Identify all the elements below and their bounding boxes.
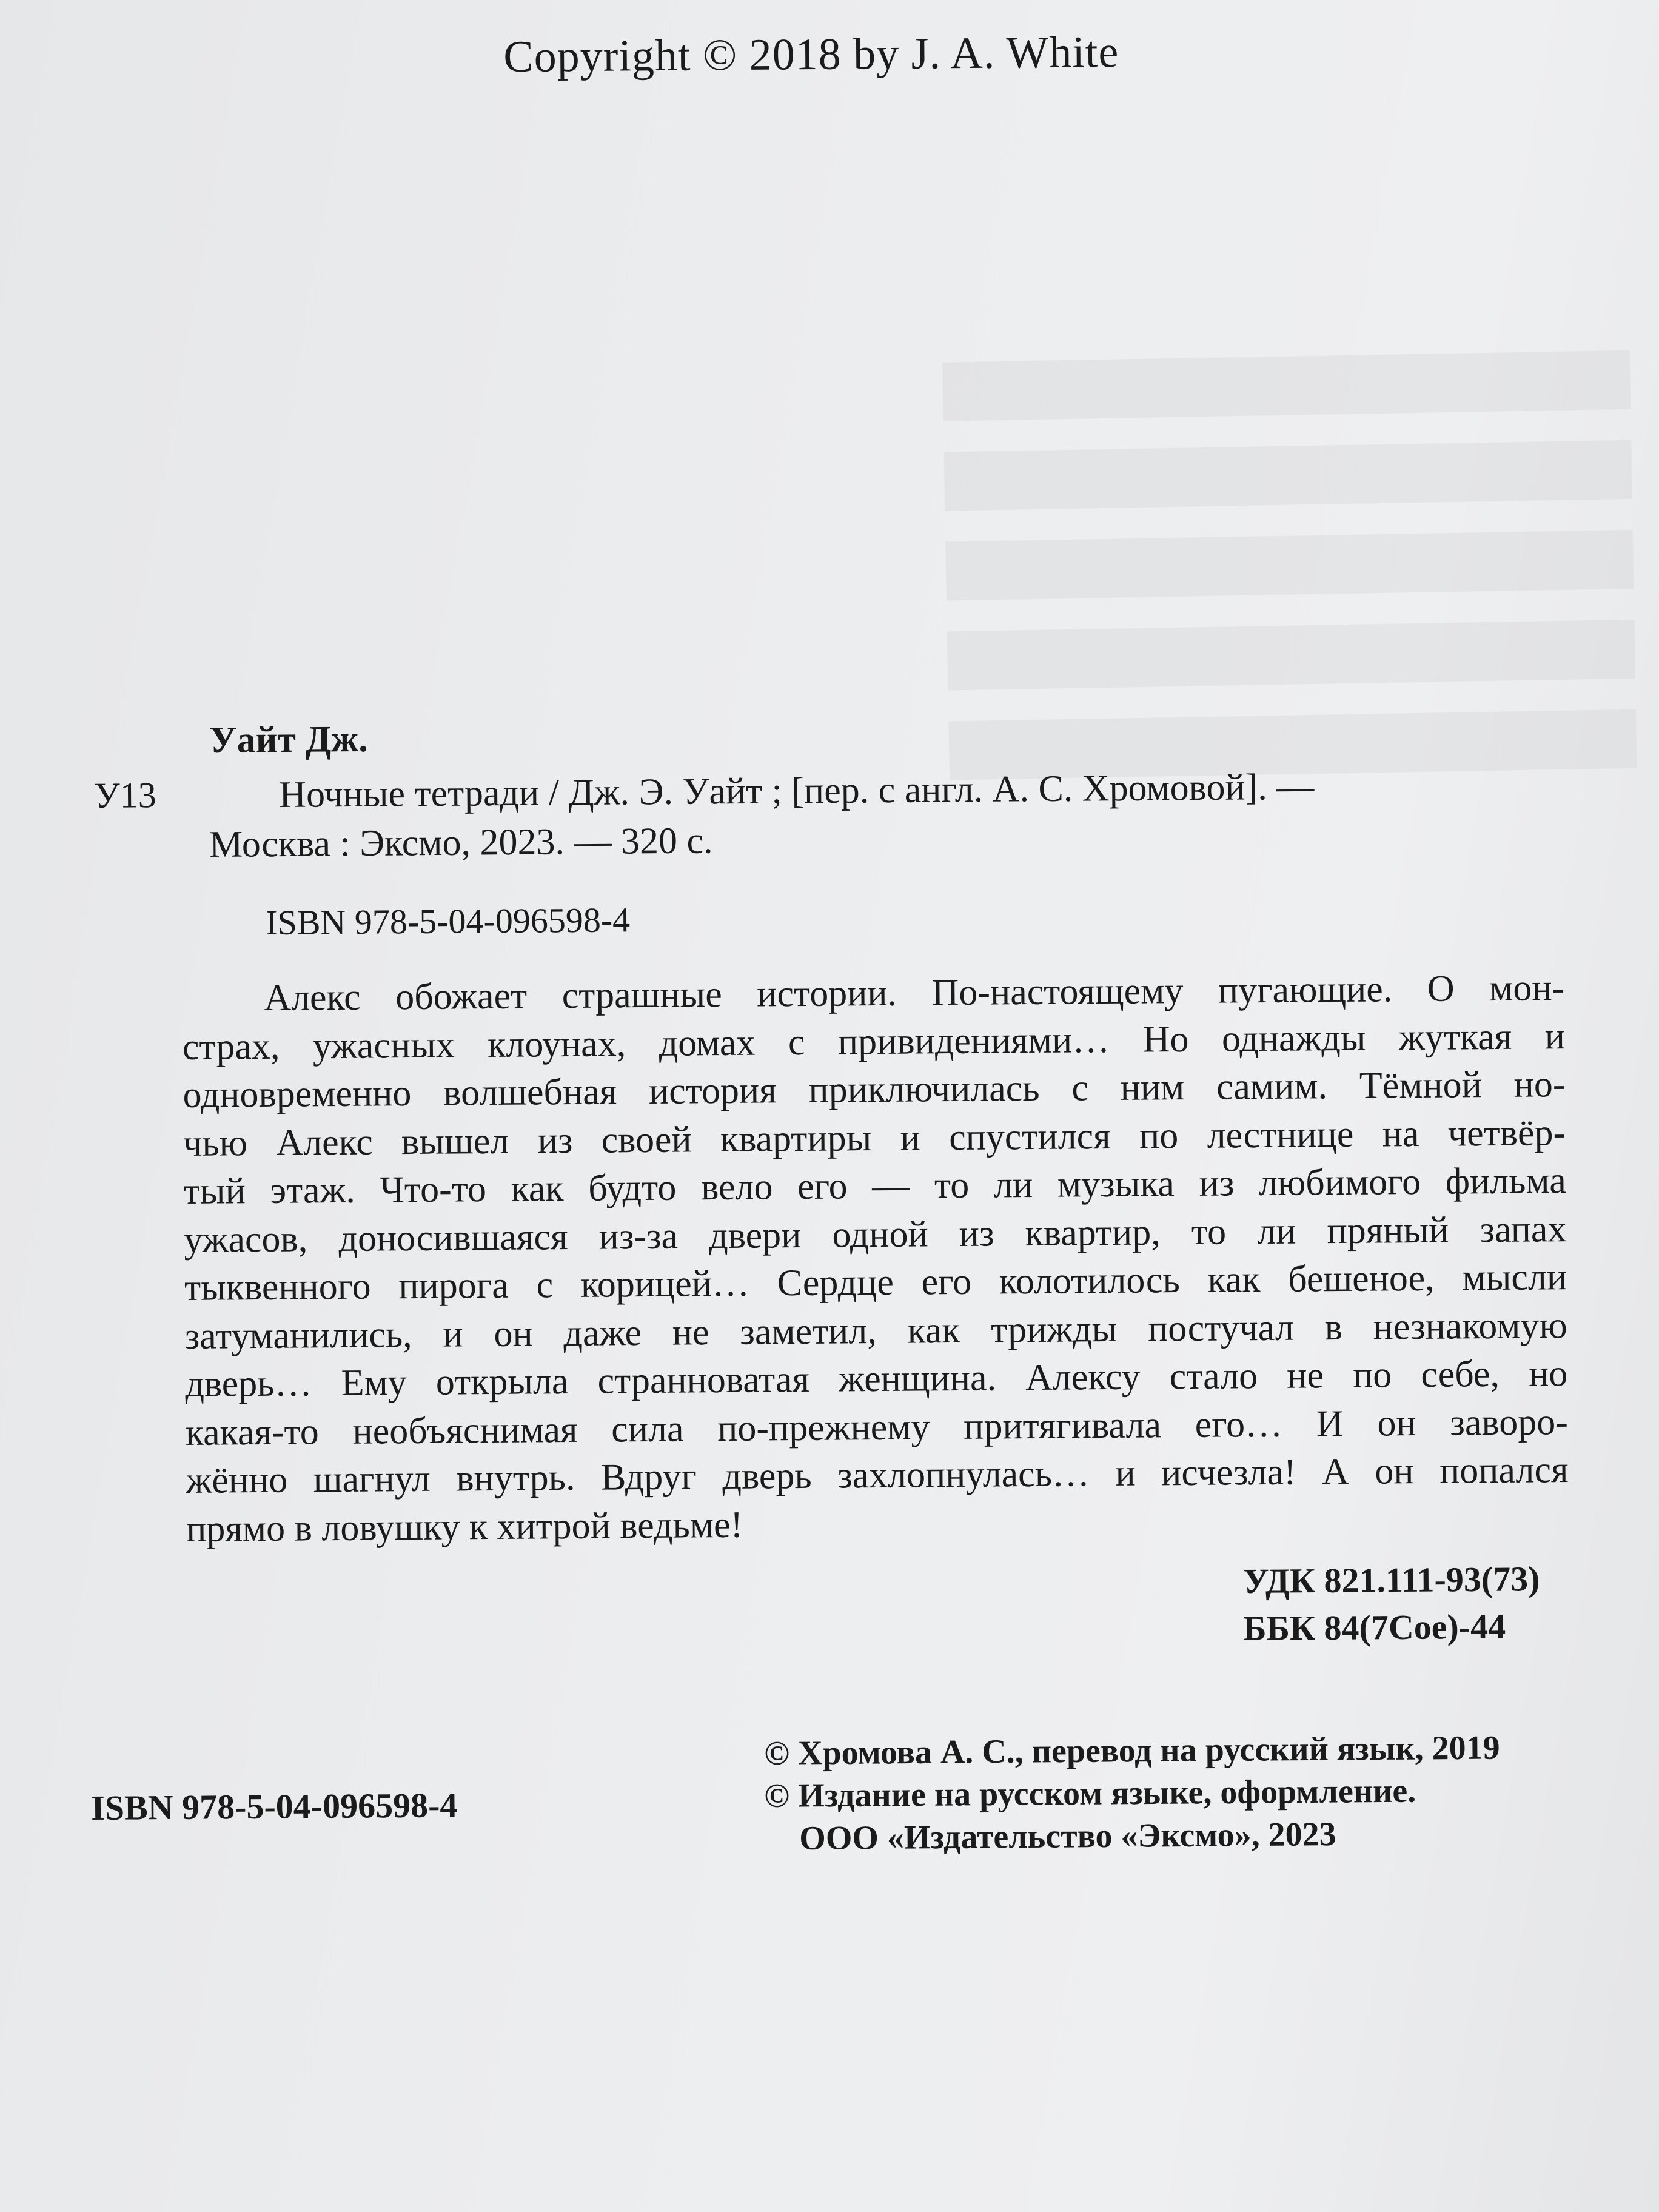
annotation-line: одновременно волшебная история приключилась с ним самим. Тёмной но- [183,1064,1566,1116]
catalog-title-line-2: Москва : Эксмо, 2023. — 320 с. [209,820,713,865]
catalog-isbn: ISBN 978-5-04-096598-4 [266,900,631,942]
annotation-line: чью Алекс вышел из своей квартиры и спустился по лестнице на четвёр- [183,1111,1566,1164]
publisher-copyright: ООО «Издательство «Эксмо», 2023 [799,1815,1336,1857]
annotation-line: страх, ужасных клоунах, домах с привидениями… Но однажды жуткая и [182,1015,1566,1068]
bbk-code: ББК 84(7Сое)-44 [1243,1606,1506,1648]
isbn-bold: ISBN 978-5-04-096598-4 [91,1785,458,1828]
annotation-line: прямо в ловушку к хитрой ведьме! [186,1504,743,1550]
annotation-line: затуманились, и он даже не заметил, как трижды постучал в незнакомую [184,1304,1567,1357]
udk-code: УДК 821.111-93(73) [1243,1559,1540,1601]
annotation-line: тыквенного пирога с корицей… Сердце его колотилось как бешеное, мысли [184,1256,1567,1309]
annotation-line: тый этаж. Что-то как будто вело его — то ли музыка из любимого фильма [183,1160,1567,1212]
translation-copyright: © Хромова А. С., перевод на русский язык, 2019 [764,1729,1500,1772]
annotation-line: Алекс обожает страшные истории. По-настоящему пугающие. О мон- [264,967,1565,1019]
annotation-line: жённо шагнул внутрь. Вдруг дверь захлопнулась… и исчезла! А он попался [186,1449,1569,1501]
annotation-line: ужасов, доносившаяся из-за двери одной из квартир, то ли пряный запах [184,1208,1567,1261]
annotation-line: дверь… Ему открыла странноватая женщина. Алексу стало не по себе, но [185,1353,1568,1405]
catalog-code: У13 [94,775,157,816]
bleed-through-text: ████████████████████ ████████████████████ ████████████████████ ████████████████████ ████████████████████ [942,352,1637,777]
edition-copyright: © Издание на русском языке, оформление. [764,1772,1416,1815]
catalog-title-line-1: Ночные тетради / Дж. Э. Уайт ; [пер. с англ. А. С. Хромовой]. — [279,766,1315,816]
catalog-author: Уайт Дж. [209,718,368,761]
book-annotation [182,964,1569,1553]
original-copyright: Copyright © 2018 by J. A. White [503,27,1119,82]
annotation-line: какая-то необъяснимая сила по-прежнему притягивала его… И он заворо- [185,1401,1569,1453]
